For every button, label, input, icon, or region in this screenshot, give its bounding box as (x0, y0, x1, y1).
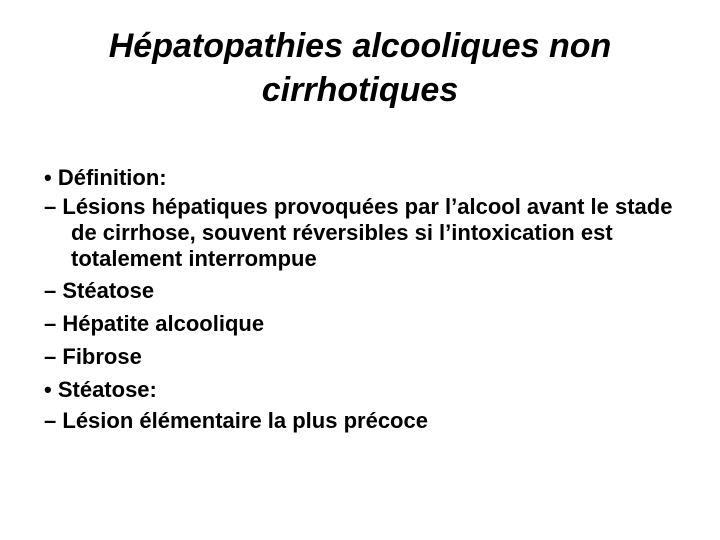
slide-title (40, 24, 680, 112)
bullet-dot-icon: • (44, 377, 52, 402)
sub-item-steatose (44, 276, 684, 305)
sub-item-lesions (44, 194, 684, 272)
dash-icon: – (44, 344, 57, 369)
bullet-text: Stéatose: (57, 377, 157, 402)
slide-title-line-1: Hépatopathies alcooliques non (108, 27, 612, 65)
slide-title-line-2: cirrhotiques (261, 71, 459, 109)
sub-item-text: Stéatose (62, 278, 155, 303)
sub-item-fibrose (44, 342, 684, 371)
dash-icon: – (44, 408, 57, 433)
bullet-item-definition (44, 163, 684, 192)
dash-icon: – (44, 311, 57, 336)
sub-item-text: Fibrose (62, 344, 142, 369)
sub-item-block (44, 194, 684, 272)
sub-item-text: Lésion élémentaire la plus précoce (62, 408, 428, 433)
bullet-text: Définition: (57, 165, 167, 190)
dash-icon: – (44, 278, 57, 303)
dash-icon: – (44, 194, 57, 219)
sub-item-text: Lésions hépatiques provoquées par l’alcool avant le stade de cirrhose, souvent réversibles si l’intoxication est totalement interrompue (62, 194, 673, 271)
bullet-list (44, 163, 684, 439)
bullet-item-steatose (44, 375, 684, 404)
bullet-dot-icon: • (44, 165, 52, 190)
sub-item-text: Hépatite alcoolique (62, 311, 265, 336)
sub-item-hepatite (44, 309, 684, 338)
sub-item-lesion-elementaire (44, 406, 684, 435)
